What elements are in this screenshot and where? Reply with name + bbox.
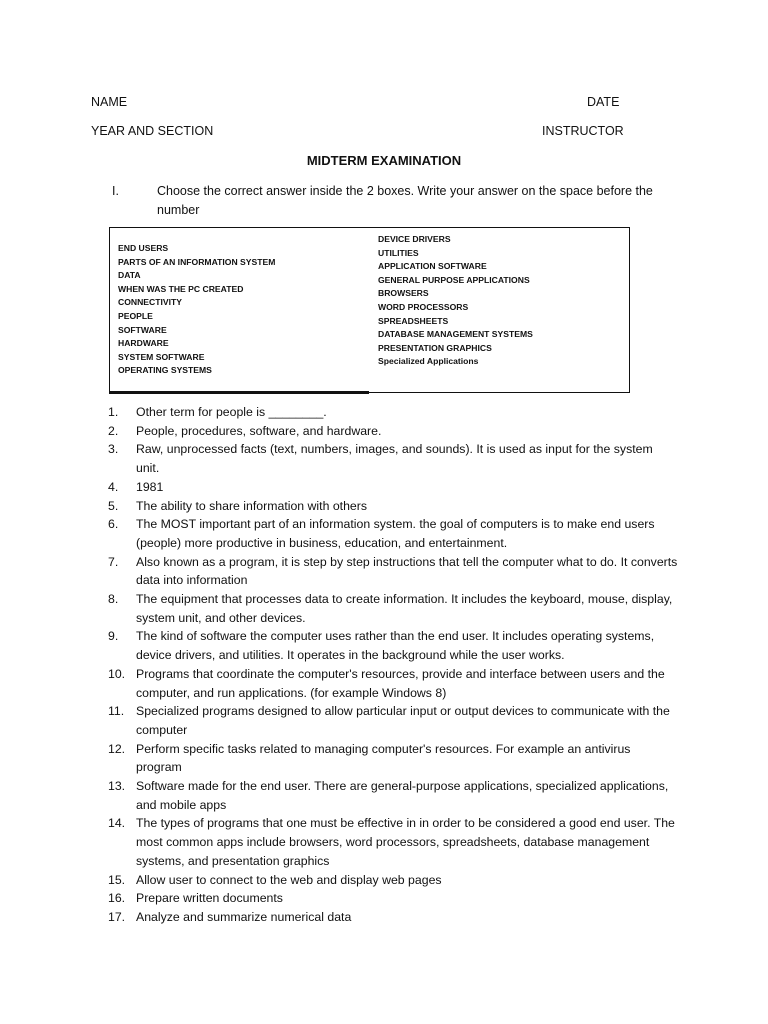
choice-item: APPLICATION SOFTWARE xyxy=(378,261,487,272)
choice-item: UTILITIES xyxy=(378,247,419,258)
choice-item: END USERS xyxy=(118,243,169,253)
question-item xyxy=(108,497,678,516)
question-number: 12. xyxy=(108,741,126,756)
question-number: 15. xyxy=(108,872,126,887)
choice-item: SPREADSHEETS xyxy=(378,315,449,326)
question-item xyxy=(108,871,678,890)
choices-left-column xyxy=(118,242,275,378)
choice-item: WHEN WAS THE PC CREATED xyxy=(118,283,244,294)
question-text: Allow user to connect to the web and display web pages xyxy=(136,872,442,887)
question-item xyxy=(108,422,678,441)
question-text: Analyze and summarize numerical data xyxy=(136,909,352,924)
question-item xyxy=(108,665,678,702)
question-text: The MOST important part of an information system. the goal of computers is to make end users (people) more productive in business, education, and entertainment. xyxy=(136,517,655,550)
question-number: 2. xyxy=(108,423,119,438)
question-number: 1. xyxy=(108,405,119,419)
choices-right-column xyxy=(378,233,533,369)
question-item xyxy=(108,440,678,477)
question-text: People, procedures, software, and hardware. xyxy=(136,423,382,438)
question-item xyxy=(108,515,678,552)
choice-item: Specialized Applications xyxy=(378,356,479,367)
question-number: 16. xyxy=(108,891,126,906)
question-text: Raw, unprocessed facts (text, numbers, images, and sounds). It is used as input for the system unit. xyxy=(136,442,653,476)
question-text: Also known as a program, it is step by step instructions that tell the computer what to do. It converts data into information xyxy=(136,554,678,588)
question-number: 14. xyxy=(108,816,126,831)
choice-item: OPERATING SYSTEMS xyxy=(118,365,212,376)
box-divider-line xyxy=(109,391,369,394)
choice-item: DATA xyxy=(118,270,141,281)
question-text: The kind of software the computer uses rather than the end user. It includes operating systems, device drivers, and utilities. It operates in the background while the user works. xyxy=(136,629,655,663)
question-number: 6. xyxy=(108,517,119,532)
instruction-text: Choose the correct answer inside the 2 boxes. Write your answer on the space before the number xyxy=(157,184,653,217)
question-text: The equipment that processes data to create information. It includes the keyboard, mouse, display, system unit, and other devices. xyxy=(136,592,673,625)
question-item xyxy=(108,814,678,870)
question-item xyxy=(108,478,678,497)
choice-item: GENERAL PURPOSE APPLICATIONS xyxy=(378,274,530,285)
question-text: 1981 xyxy=(136,479,164,494)
question-text: The types of programs that one must be effective in in order to be considered a good end user. The most common apps include browsers, word processors, spreadsheets, database management systems, and presentation graphics xyxy=(136,816,675,868)
question-number: 5. xyxy=(108,498,119,513)
question-item xyxy=(108,702,678,739)
question-text: Prepare written documents xyxy=(136,891,283,906)
question-number: 17. xyxy=(108,909,126,924)
question-text: The ability to share information with others xyxy=(136,498,368,513)
question-item xyxy=(108,908,678,927)
question-text: Programs that coordinate the computer's resources, provide and interface between users and the computer, and run applications. (for example Windows 8) xyxy=(136,666,665,700)
question-number: 7. xyxy=(108,554,119,569)
choice-item: SOFTWARE xyxy=(118,324,167,335)
question-number: 3. xyxy=(108,442,119,457)
exam-title: MIDTERM EXAMINATION xyxy=(306,153,462,168)
choice-item: HARDWARE xyxy=(118,338,169,349)
date-label: DATE xyxy=(587,95,620,109)
question-text: Software made for the end user. There are general-purpose applications, specialized applications, and mobile apps xyxy=(136,779,669,812)
question-item xyxy=(108,403,678,422)
choice-item: BROWSERS xyxy=(378,288,429,299)
choice-item: CONNECTIVITY xyxy=(118,297,182,308)
question-list xyxy=(108,403,678,927)
question-item xyxy=(108,553,678,590)
question-text: Perform specific tasks related to managing computer's resources. For example an antivirus program xyxy=(136,741,631,775)
choice-item: DATABASE MANAGEMENT SYSTEMS xyxy=(378,329,533,340)
instructor-label: INSTRUCTOR xyxy=(542,124,624,138)
question-text: Specialized programs designed to allow particular input or output devices to communicate with the computer xyxy=(136,704,670,737)
choice-item: SYSTEM SOFTWARE xyxy=(118,351,205,362)
question-number: 11. xyxy=(108,704,125,719)
question-item xyxy=(108,590,678,627)
choice-item: DEVICE DRIVERS xyxy=(378,234,451,244)
question-number: 10. xyxy=(108,666,126,681)
question-number: 13. xyxy=(108,779,126,794)
question-number: 4. xyxy=(108,479,119,494)
year-section-label: YEAR AND SECTION xyxy=(91,124,214,138)
question-item xyxy=(108,740,678,777)
choice-item: PEOPLE xyxy=(118,310,153,321)
question-number: 8. xyxy=(108,592,119,607)
choice-item: WORD PROCESSORS xyxy=(378,301,469,312)
name-label: NAME xyxy=(91,95,128,109)
choice-item: PARTS OF AN INFORMATION SYSTEM xyxy=(118,256,276,267)
instruction-numeral: I. xyxy=(112,184,119,198)
question-item xyxy=(108,627,678,664)
question-text: Other term for people is ________. xyxy=(136,405,327,419)
question-item xyxy=(108,889,678,908)
choice-item: PRESENTATION GRAPHICS xyxy=(378,342,492,353)
question-number: 9. xyxy=(108,629,119,644)
question-item xyxy=(108,777,678,814)
